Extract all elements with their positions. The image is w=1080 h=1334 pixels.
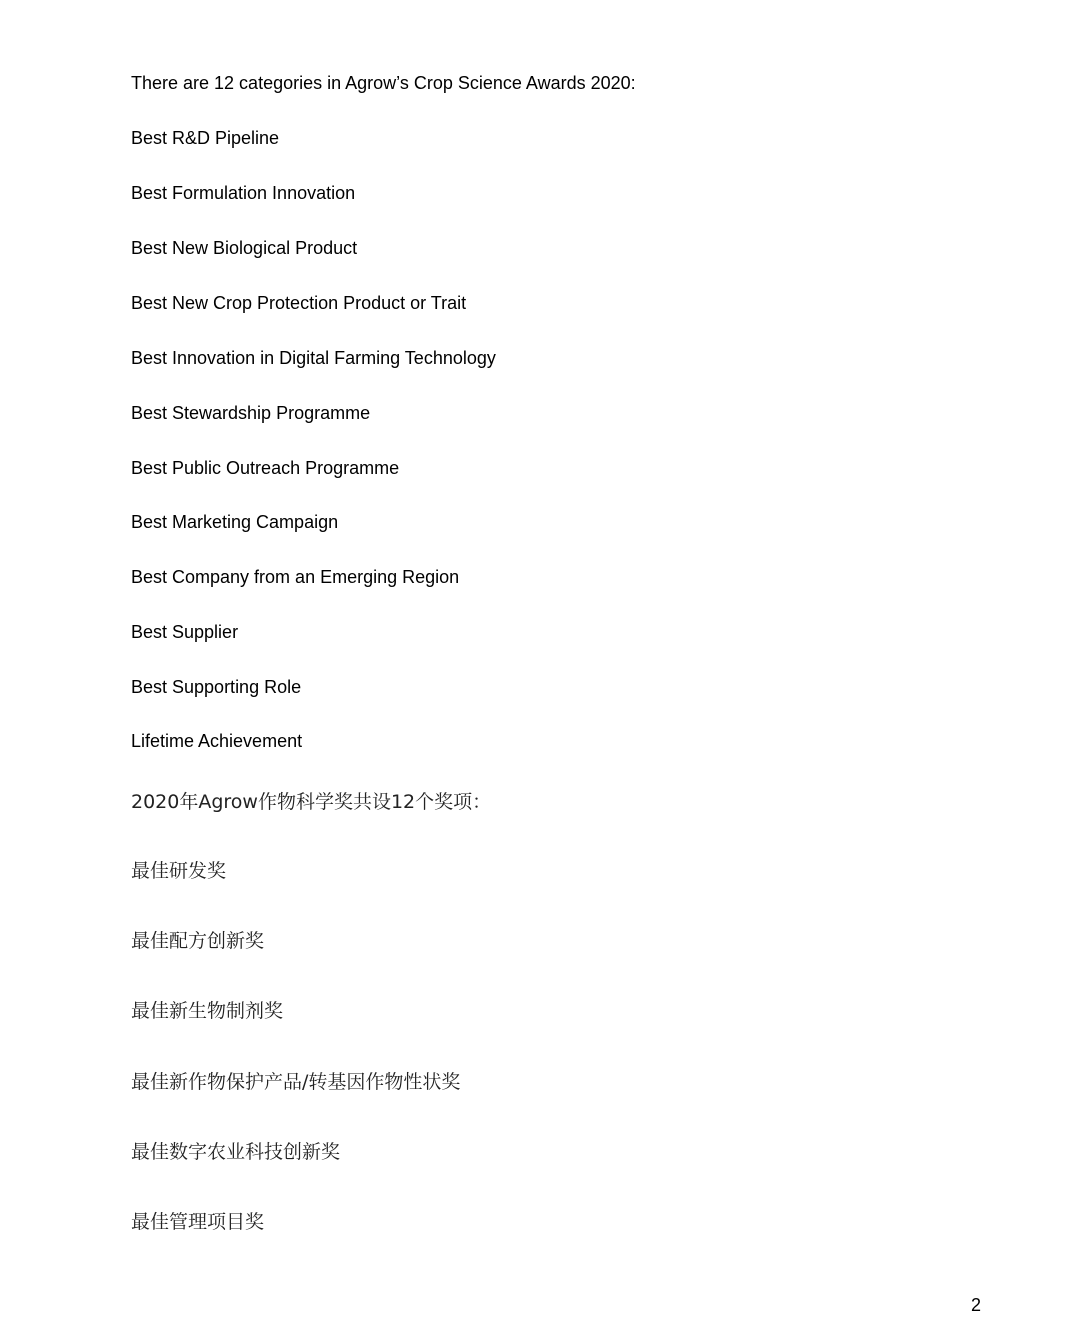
category-item-en: Lifetime Achievement bbox=[131, 731, 303, 751]
category-item-en: Best New Biological Product bbox=[131, 238, 358, 258]
category-item-en: Best Public Outreach Programme bbox=[131, 458, 400, 478]
category-item-zh: 最佳管理项目奖 bbox=[131, 1211, 265, 1233]
category-item-zh: 最佳配方创新奖 bbox=[131, 930, 265, 952]
category-item-en: Best Formulation Innovation bbox=[131, 183, 356, 203]
category-item-en: Best New Crop Protection Product or Trait bbox=[131, 293, 467, 313]
category-item-zh: 最佳研发奖 bbox=[131, 860, 227, 882]
category-item-en: Best Company from an Emerging Region bbox=[131, 567, 460, 587]
category-item-en: Best Stewardship Programme bbox=[131, 403, 371, 423]
category-item-en: Best Supplier bbox=[131, 622, 239, 642]
intro-english: There are 12 categories in Agrow’s Crop Science Awards 2020: bbox=[131, 73, 636, 93]
category-item-en: Best R&D Pipeline bbox=[131, 128, 280, 148]
category-item-en: Best Innovation in Digital Farming Technology bbox=[131, 348, 496, 368]
category-item-zh: 最佳新作物保护产品/转基因作物性状奖 bbox=[131, 1071, 461, 1093]
page-number: 2 bbox=[971, 1295, 982, 1315]
category-item-zh: 最佳新生物制剂奖 bbox=[131, 1000, 284, 1022]
category-item-en: Best Supporting Role bbox=[131, 677, 302, 697]
intro-chinese: 2020年Agrow作物科学奖共设12个奖项： bbox=[131, 791, 492, 813]
category-item-zh: 最佳数字农业科技创新奖 bbox=[131, 1141, 341, 1163]
category-item-en: Best Marketing Campaign bbox=[131, 512, 339, 532]
